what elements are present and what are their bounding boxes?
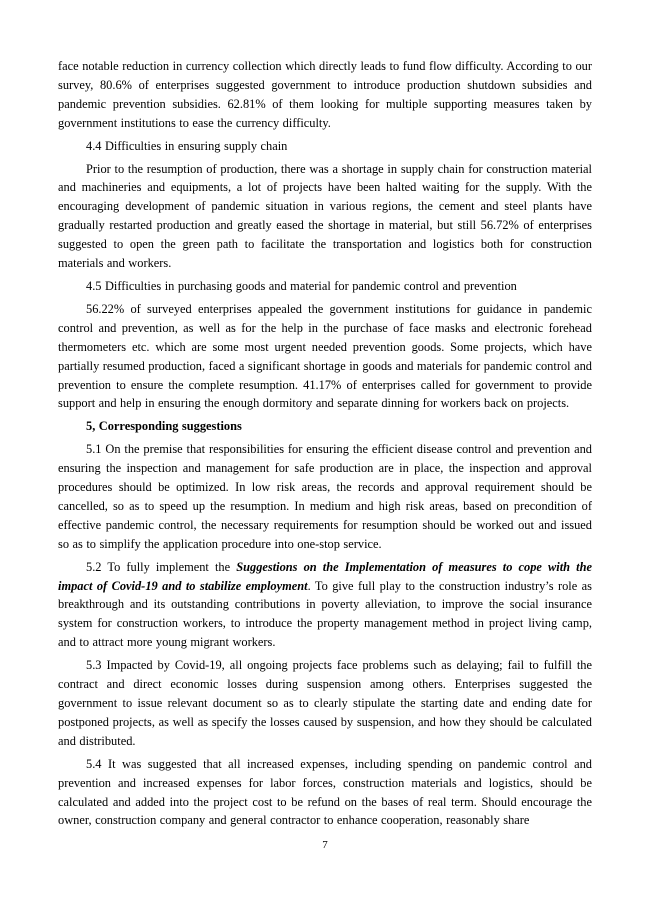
- paragraph-suggestion-5-2: [58, 558, 592, 653]
- document-body: [58, 57, 592, 834]
- paragraph-pandemic-goods: 56.22% of surveyed enterprises appealed the government institutions for guidance in pandemic control and prevention, as well as for the help in the purchase of face masks and electronic forehead thermometers etc. which are some most urgent needed prevention goods. Some projects, which have partially resumed production, faced a significant shortage in goods and materials for pandemic control and prevention to ensure the complete resumption. 41.17% of enterprises called for government to provide support and help in ensuring the enough dormitory and separate dinning for workers back on projects.: [58, 301, 592, 411]
- page-number: 7: [322, 839, 328, 851]
- paragraph-supply-chain: Prior to the resumption of production, there was a shortage in supply chain for construction material and machineries and equipments, a lot of projects have been halted waiting for the supply. With the encouraging development of pandemic situation in various regions, the cement and steel plants have gradually restarted production and greatly eased the shortage in material, but still 56.72% of enterprises suggested to open the green path to facilitate the transportation and logistics both for construction materials and workers.: [58, 161, 592, 271]
- paragraph-currency-difficulty: face notable reduction in currency collection which directly leads to fund flow difficulty. According to our survey, 80.6% of enterprises suggested government to introduce production shutdown subsidies and pandemic prevention subsidies. 62.81% of them looking for multiple supporting measures taken by government institutions to ease the currency difficulty.: [58, 59, 592, 130]
- section-heading-4-5: 4.5 Difficulties in purchasing goods and material for pandemic control and prevention: [86, 278, 517, 293]
- paragraph-segment: 5.2 To fully implement the: [86, 559, 237, 574]
- paragraph-suggestion-5-1: 5.1 On the premise that responsibilities for ensuring the efficient disease control and prevention and ensuring the inspection and management for safe production are in place, the inspection and approval procedures should be optimized. In low risk areas, the records and approval requirement should be cancelled, so as to speed up the resumption. In medium and high risk areas, based on precondition of effective pandemic control, the necessary requirements for resumption should be worked out and issued so as to simplify the application procedure into one-stop service.: [58, 442, 592, 551]
- section-heading-4-4: 4.4 Difficulties in ensuring supply chain: [86, 138, 288, 153]
- paragraph-segment: . To give full play to the construction industry’s role as breakthrough and its outstanding contributions in poverty alleviation, to improve the social insurance system for construction workers, to introduce the property management method in project living camp, and to attract more young migrant workers.: [58, 578, 592, 650]
- document-title-reference: Suggestions on the Implementation of measures to cope with the impact of Covid-19 and to stabilize employment: [58, 559, 592, 593]
- paragraph-suggestion-5-4: 5.4 It was suggested that all increased expenses, including spending on pandemic control and prevention and increased expenses for labor forces, construction materials and logistics, should be calculated and added into the project cost to be refund on the bases of real term. Should encourage the owner, construction company and general contractor to enhance cooperation, reasonably share: [58, 756, 592, 828]
- paragraph-suggestion-5-3: 5.3 Impacted by Covid-19, all ongoing projects face problems such as delaying; fail to fulfill the contract and direct economic losses during suspension among others. Enterprises suggested the government to issue relevant document so as to clearly stipulate the starting date and ending date for postponed projects, as well as specify the losses caused by suspension, and how they should be calculated and distributed.: [58, 658, 592, 748]
- section-heading-5: 5, Corresponding suggestions: [86, 419, 242, 434]
